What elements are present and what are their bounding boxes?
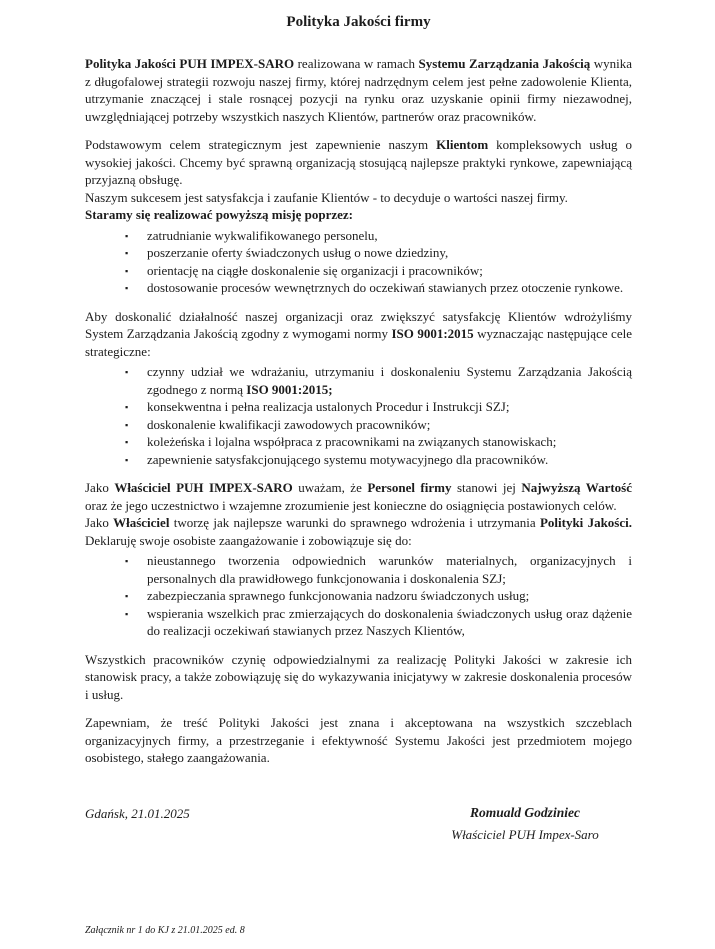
text-run: czynny udział we wdrażaniu, utrzymaniu i doskonaleniu Systemu Zarządzania Jakością zgodnego z normą bbox=[147, 364, 632, 397]
text-run: realizowana w ramach bbox=[294, 56, 419, 71]
paragraph bbox=[85, 189, 632, 207]
text-run: wynika z długofalowej strategii rozwoju naszej firmy, której nadrzędnym celem jest pełne zadowolenie Klienta, utrzymanie znaczącej i stale rosnącej pozycji na rynku oraz uzyskanie opinii firmy niezawodnej, uwzględniającej potrzeby wszystkich naszych Klientów, partnerów oraz pracowników. bbox=[85, 56, 632, 124]
bold-text-run: Właściciel PUH IMPEX-SARO bbox=[114, 480, 293, 495]
text-run: orientację na ciągłe doskonalenie się organizacji i pracowników; bbox=[147, 262, 483, 278]
text-run: Podstawowym celem strategicznym jest zapewnienie naszym bbox=[85, 137, 437, 152]
paragraph bbox=[85, 55, 632, 125]
paragraph bbox=[85, 714, 632, 767]
footer-attachment-note: Załącznik nr 1 do KJ z 21.01.2025 ed. 8 bbox=[85, 925, 245, 936]
bullet-item bbox=[125, 227, 632, 245]
text-run: Naszym sukcesem jest satysfakcja i zaufanie Klientów - to decyduje o wartości naszej firmy. bbox=[85, 189, 568, 205]
bullet-square-icon: ▪ bbox=[125, 367, 129, 377]
text-run: Zapewniam, że treść Polityki Jakości jest znana i akceptowana na wszystkich szczeblach organizacyjnych firmy, a przestrzeganie i efektywność Systemu Jakości jest przedmiotem mojego osobistego, stałego zaangażowania. bbox=[85, 715, 632, 765]
text-run: zabezpieczania sprawnego funkcjonowania nadzoru świadczonych usług; bbox=[147, 588, 530, 603]
bullet-square-icon: ▪ bbox=[125, 230, 129, 241]
text-run: Aby doskonalić działalność naszej organizacji oraz zwiększyć satysfakcję Klientów wdrożyliśmy System Zarządzania Jakością zgodny z wymogami normy bbox=[85, 308, 632, 341]
bold-text-run: Personel firmy bbox=[367, 480, 452, 495]
bold-text-run: Polityka Jakości PUH IMPEX-SARO bbox=[85, 56, 295, 71]
bullet-square-icon: ▪ bbox=[125, 265, 129, 276]
bullet-item bbox=[125, 433, 632, 451]
paragraph bbox=[85, 206, 632, 224]
bold-text-run: Klientom bbox=[436, 137, 489, 152]
bullet-list bbox=[85, 227, 632, 297]
paragraph bbox=[85, 136, 632, 189]
page-title: Polityka Jakości firmy bbox=[286, 14, 431, 30]
bold-text-run: Systemu Zarządzania Jakością bbox=[418, 56, 591, 71]
bold-text-run: ISO 9001:2015; bbox=[246, 381, 333, 397]
text-run: Jako bbox=[85, 480, 115, 495]
bold-text-run: Najwyższą Wartość bbox=[521, 480, 632, 495]
text-run: Jako bbox=[85, 515, 114, 530]
paragraph bbox=[85, 308, 632, 361]
text-run: stanowi jej bbox=[451, 480, 522, 495]
document-body bbox=[85, 55, 632, 767]
bullet-square-icon: ▪ bbox=[125, 402, 129, 412]
bullet-list bbox=[85, 552, 632, 640]
text-run: nieustannego tworzenia odpowiednich warunków materialnych, organizacyjnych i personalnych dla prawidłowego funkcjonowania i doskonalenia SZJ; bbox=[147, 553, 632, 586]
paragraph bbox=[85, 514, 632, 549]
bullet-item bbox=[125, 416, 632, 434]
text-run: wyznaczając następujące cele strategiczne: bbox=[85, 326, 632, 359]
bold-text-run: Polityki Jakości. bbox=[539, 515, 632, 530]
signature-name: Romuald Godziniec bbox=[470, 804, 580, 820]
bullet-item bbox=[125, 244, 632, 262]
bullet-square-icon: ▪ bbox=[125, 283, 129, 293]
text-run: poszerzanie oferty świadczonych usług o nowe dziedziny, bbox=[147, 245, 449, 260]
bullet-square-icon: ▪ bbox=[125, 591, 129, 601]
paragraph bbox=[85, 651, 632, 704]
bold-text-run: ISO 9001:2015 bbox=[391, 326, 474, 341]
bold-text-run: Staramy się realizować powyższą misję poprzez: bbox=[85, 207, 353, 222]
text-run: dostosowanie procesów wewnętrznych do oczekiwań stawianych przez otoczenie rynkowe. bbox=[147, 280, 624, 295]
signature-role: Właściciel PUH Impex-Saro bbox=[451, 826, 599, 842]
bold-text-run: Właściciel bbox=[113, 515, 170, 530]
bullet-item bbox=[125, 363, 632, 398]
signature-place-date: Gdańsk, 21.01.2025 bbox=[85, 805, 190, 821]
text-run: oraz że jego uczestnictwo i wzajemne zrozumienie jest konieczne do osiągnięcia postawionych celów. bbox=[85, 497, 617, 513]
bullet-item bbox=[125, 451, 632, 469]
bullet-square-icon: ▪ bbox=[125, 248, 129, 258]
text-run: koleżeńska i lojalna współpraca z pracownikami na związanych stanowiskach; bbox=[147, 434, 557, 449]
bullet-list bbox=[85, 363, 632, 468]
text-run: Wszystkich pracowników czynię odpowiedzialnymi za realizację Polityki Jakości w zakresie ich stanowisk pracy, a także zobowiązuję się do wykazywania inicjatywy w zakresie doskonalenia procesów i usług. bbox=[85, 651, 632, 702]
bullet-item bbox=[125, 398, 632, 416]
text-run: wspierania wszelkich prac zmierzających do doskonalenia świadczonych usług oraz dążenie do realizacji oczekiwań stawianych przez Naszych Klientów, bbox=[147, 605, 632, 638]
bullet-item bbox=[125, 587, 632, 605]
bullet-item bbox=[125, 279, 632, 297]
bullet-item bbox=[125, 552, 632, 587]
signature-right-column bbox=[410, 803, 640, 844]
paragraph bbox=[85, 479, 632, 514]
signature-block bbox=[85, 803, 632, 863]
text-run: konsekwentna i pełna realizacja ustalonych Procedur i Instrukcji SZJ; bbox=[147, 399, 510, 414]
text-run: zapewnienie satysfakcjonującego systemu motywacyjnego dla pracowników. bbox=[147, 451, 549, 467]
bullet-square-icon: ▪ bbox=[125, 437, 129, 447]
text-run: zatrudnianie wykwalifikowanego personelu, bbox=[147, 227, 378, 243]
text-run: doskonalenie kwalifikacji zawodowych pracowników; bbox=[147, 416, 431, 432]
text-run: kompleksowych usług o wysokiej jakości. Chcemy być sprawną organizacją stosującą najlepsze praktyki rynkowe, zapewniającą przyjazną obsługę. bbox=[85, 137, 632, 187]
bullet-item bbox=[125, 605, 632, 640]
bullet-item bbox=[125, 262, 632, 280]
bullet-square-icon: ▪ bbox=[125, 419, 129, 430]
text-run: uważam, że bbox=[292, 480, 368, 495]
bullet-square-icon: ▪ bbox=[125, 608, 129, 619]
text-run: Deklaruję swoje osobiste zaangażowanie i zobowiązuje się do: bbox=[85, 532, 412, 548]
text-run: tworzę jak najlepsze warunki do sprawnego wdrożenia i utrzymania bbox=[169, 515, 540, 530]
bullet-square-icon: ▪ bbox=[125, 556, 129, 566]
bullet-square-icon: ▪ bbox=[125, 454, 129, 465]
